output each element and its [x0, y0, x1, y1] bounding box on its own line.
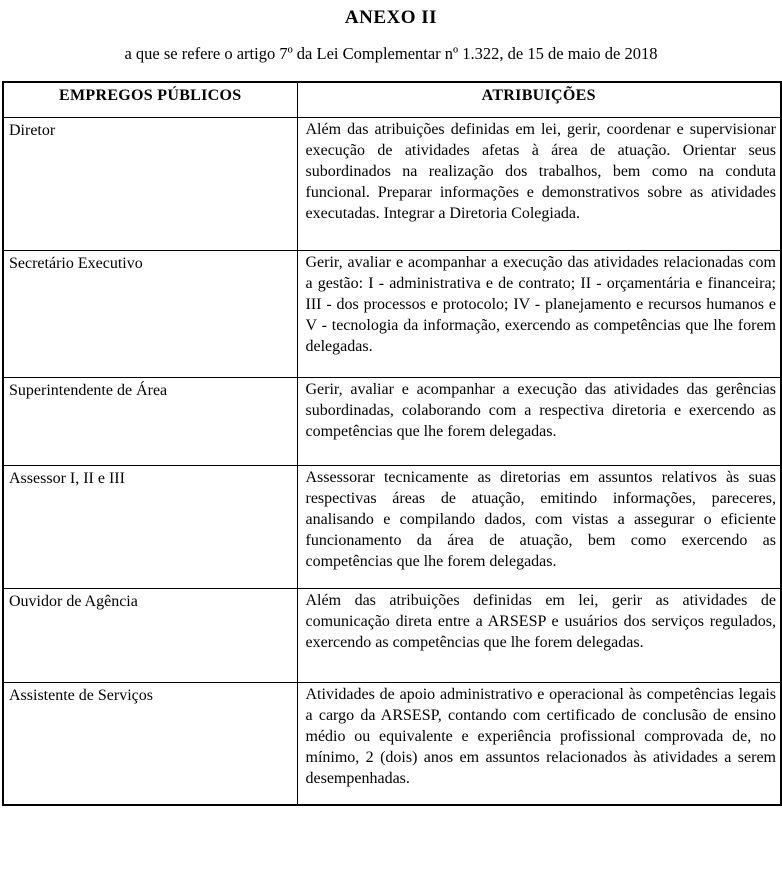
atribuicoes-cell: Assessorar tecnicamente as diretorias em assuntos relativos às suas respectivas áreas de atuação, emitindo informações, pareceres, analisando e compilando dados, com vistas a assegurar o eficiente funcionamento da área de atuação, bem como exercendo as competências que lhe forem delegadas.	[297, 465, 781, 588]
document-title: ANEXO II	[344, 7, 438, 28]
document-subtitle: a que se refere o artigo 7º da Lei Complementar nº 1.322, de 15 de maio de 2018	[124, 44, 658, 63]
atribuicoes-cell: Além das atribuições definidas em lei, gerir, coordenar e supervisionar execução de atividades afetas à área de atuação. Orientar seus subordinados na realização dos trabalhos, bem como na conduta funcional. Preparar informações e demonstrativos sobre as atividades executadas. Integrar a Diretoria Colegiada.	[297, 117, 781, 250]
table-row	[3, 117, 781, 250]
cargo-cell: Assistente de Serviços	[3, 682, 297, 805]
table-row	[3, 465, 781, 588]
column-header-atribuicoes: ATRIBUIÇÕES	[297, 82, 781, 117]
table-header-row	[3, 82, 781, 117]
cargo-cell: Superintendente de Área	[3, 377, 297, 465]
cargo-cell: Assessor I, II e III	[3, 465, 297, 588]
atribuicoes-cell: Além das atribuições definidas em lei, gerir as atividades de comunicação direta entre a ARSESP e usuários dos serviços regulados, exercendo as competências que lhe forem delegadas.	[297, 588, 781, 682]
table-row	[3, 588, 781, 682]
atribuicoes-table	[2, 81, 782, 806]
table-row	[3, 377, 781, 465]
atribuicoes-cell: Gerir, avaliar e acompanhar a execução das atividades das gerências subordinadas, colaborando com a respectiva diretoria e exercendo as competências que lhe forem delegadas.	[297, 377, 781, 465]
column-header-empregos-publicos: EMPREGOS PÚBLICOS	[3, 82, 297, 117]
table-row	[3, 682, 781, 805]
cargo-cell: Ouvidor de Agência	[3, 588, 297, 682]
atribuicoes-cell: Gerir, avaliar e acompanhar a execução das atividades relacionadas com a gestão: I - administrativa e de contrato; II - orçamentária e financeira; III - dos processos e protocolo; IV - planejamento e recursos humanos e V - tecnologia da informação, exercendo as competências que lhe forem delegadas.	[297, 250, 781, 377]
cargo-cell: Secretário Executivo	[3, 250, 297, 377]
atribuicoes-cell: Atividades de apoio administrativo e operacional às competências legais a cargo da ARSESP, contando com certificado de conclusão de ensino médio ou equivalente e experiência profissional comprovada de, no mínimo, 2 (dois) anos em assuntos relacionados às atividades a serem desempenhadas.	[297, 682, 781, 805]
cargo-cell: Diretor	[3, 117, 297, 250]
table-row	[3, 250, 781, 377]
